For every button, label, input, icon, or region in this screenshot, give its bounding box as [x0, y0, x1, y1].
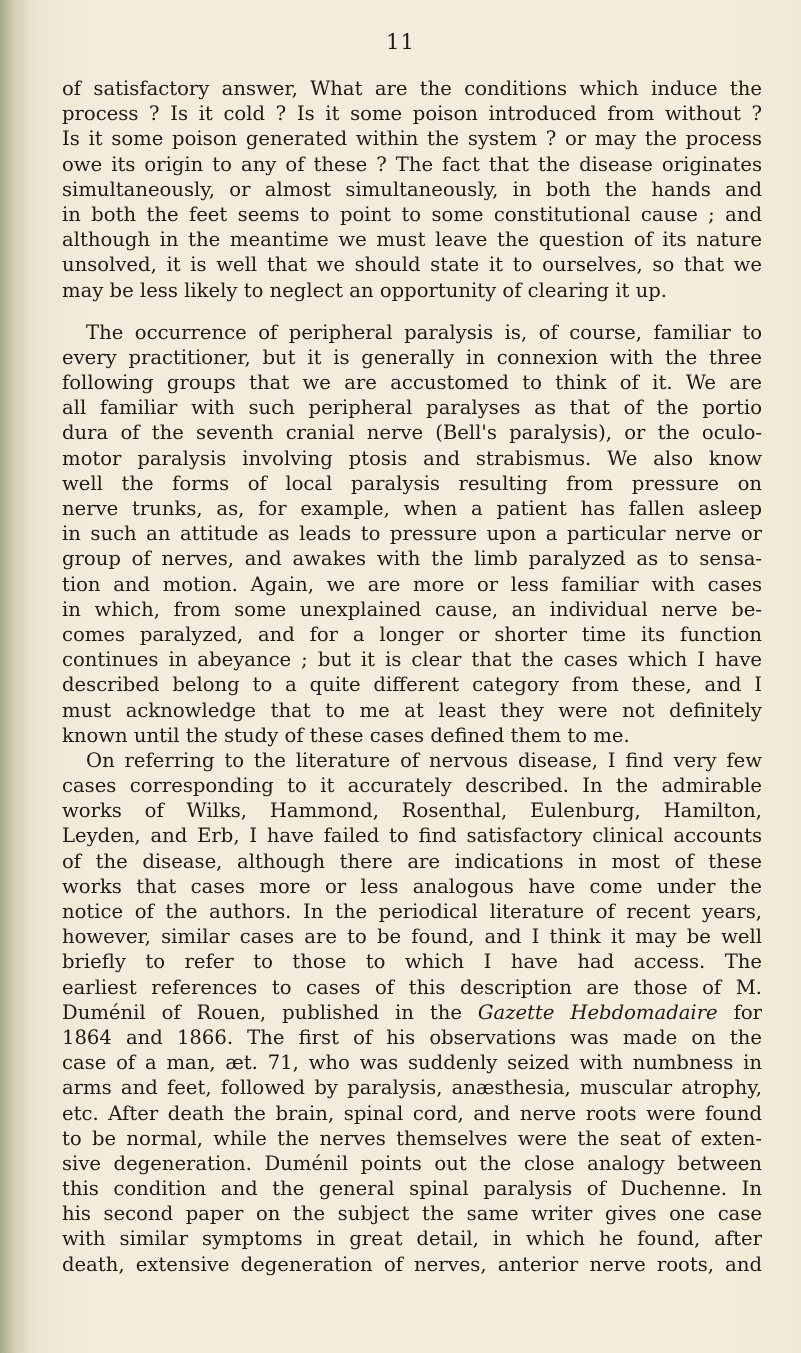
text-line: of satisfactory answer, What are the conditions which induce the [62, 77, 762, 100]
text-line: every practitioner, but it is generally in connexion with the three [62, 345, 762, 369]
text-line: of the disease, although there are indications in most of these [62, 849, 762, 873]
paragraph-2 [62, 320, 762, 748]
text-line: tion and motion. Again, we are more or less familiar with cases [62, 572, 762, 596]
text-line: nerve trunks, as, for example, when a patient has fallen asleep [62, 497, 762, 520]
text-line: 1864 and 1866. The first of his observations was made on the [62, 1025, 762, 1049]
text-line: On referring to the literature of nervous disease, I find very few [86, 748, 762, 772]
text-line: works that cases more or less analogous have come under the [62, 874, 762, 898]
text-line: works of Wilks, Hammond, Rosenthal, Eulenburg, Hamilton, [62, 799, 762, 823]
paragraph-1 [62, 76, 762, 303]
text-line: Duménil of Rouen, published in the Gazette Hebdomadaire for [62, 1000, 762, 1024]
text-line: briefly to refer to those to which I have had access. The [62, 950, 762, 974]
text-line: comes paralyzed, and for a longer or shorter time its function [62, 622, 762, 646]
text-line: well the forms of local paralysis resulting from pressure on [62, 471, 762, 495]
text-line: case of a man, æt. 71, who was suddenly seized with numbness in [62, 1051, 762, 1075]
text-line: death, extensive degeneration of nerves, anterior nerve roots, and [62, 1252, 762, 1276]
text-line: in both the feet seems to point to some constitutional cause ; and [62, 202, 762, 226]
paragraph-3 [62, 748, 762, 1277]
text-line: owe its origin to any of these ? The fact that the disease originates [62, 152, 762, 176]
page-gutter-shadow [0, 0, 30, 1353]
text-line: known until the study of these cases defined them to me. [62, 723, 630, 747]
journal-title: Gazette Hebdomadaire [477, 1000, 718, 1024]
text-line: unsolved, it is well that we should state it to ourselves, so that we [62, 253, 762, 277]
text-line: notice of the authors. In the periodical literature of recent years, [62, 900, 762, 923]
text-line: may be less likely to neglect an opportunity of clearing it up. [62, 278, 667, 302]
text-line: continues in abeyance ; but it is clear that the cases which I have [62, 648, 762, 672]
text-line: all familiar with such peripheral paralyses as that of the portio [62, 396, 762, 420]
text-line: following groups that we are accustomed to think of it. We are [62, 371, 762, 395]
text-line: described belong to a quite different category from these, and I [62, 673, 762, 697]
text-line: with similar symptoms in great detail, in which he found, after [62, 1227, 762, 1251]
text-line: earliest references to cases of this description are those of M. [62, 975, 762, 999]
text-line: however, similar cases are to be found, and I think it may be well [62, 925, 762, 949]
text-line: motor paralysis involving ptosis and strabismus. We also know [62, 446, 762, 470]
text-line: his second paper on the subject the same writer gives one case [62, 1202, 762, 1226]
text-line: process ? Is it cold ? Is it some poison introduced from without ? [62, 102, 762, 126]
text-line: Leyden, and Erb, I have failed to find satisfactory clinical accounts [62, 824, 762, 848]
text-line: cases corresponding to it accurately described. In the admirable [62, 774, 762, 798]
text-line: although in the meantime we must leave the question of its nature [62, 228, 762, 252]
text-line: sive degeneration. Duménil points out the close analogy between [62, 1151, 762, 1175]
text-line: in such an attitude as leads to pressure upon a particular nerve or [62, 522, 762, 546]
text-line: dura of the seventh cranial nerve (Bell's paralysis), or the oculo- [62, 421, 762, 445]
text-line: simultaneously, or almost simultaneously, in both the hands and [62, 177, 762, 201]
text-line: group of nerves, and awakes with the limb paralyzed as to sensa- [62, 547, 762, 571]
body-text [62, 76, 762, 1277]
text-line: this condition and the general spinal paralysis of Duchenne. In [62, 1177, 762, 1201]
text-line: etc. After death the brain, spinal cord, and nerve roots were found [62, 1101, 762, 1125]
text-line: to be normal, while the nerves themselves were the seat of exten- [62, 1126, 762, 1150]
text-line: must acknowledge that to me at least they were not definitely [62, 698, 762, 722]
text-line: The occurrence of peripheral paralysis is, of course, familiar to [86, 320, 762, 344]
text-line: in which, from some unexplained cause, an individual nerve be- [62, 597, 762, 621]
page-number: 11 [386, 30, 415, 54]
text-line: arms and feet, followed by paralysis, anæsthesia, muscular atrophy, [62, 1076, 762, 1100]
text-line: Is it some poison generated within the system ? or may the process [62, 127, 762, 151]
